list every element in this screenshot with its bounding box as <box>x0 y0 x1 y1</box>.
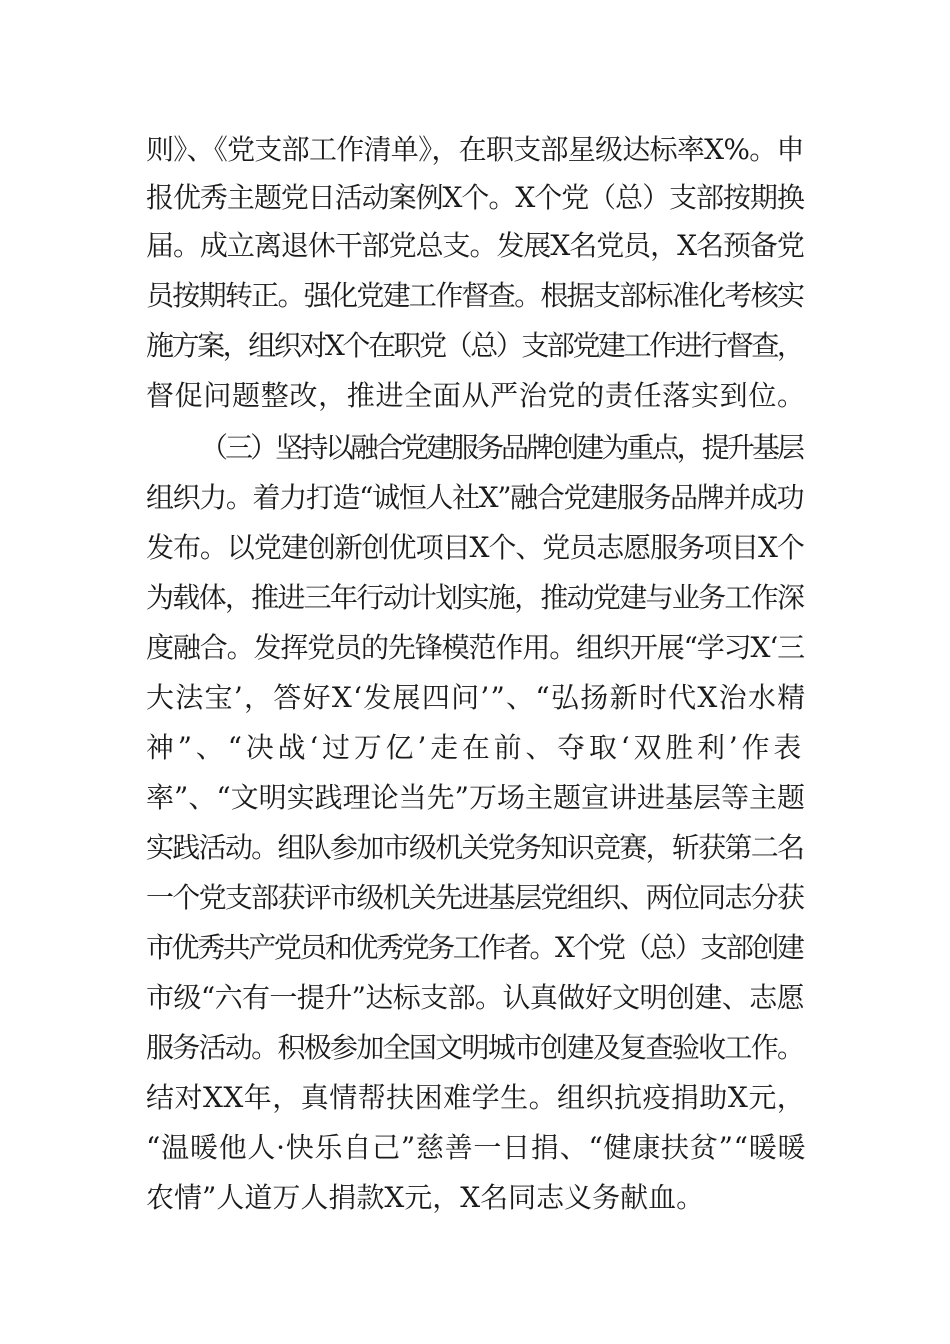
text-line: “温暖他人·快乐自己”慈善一日捐、“健康扶贫”“暖暖 <box>146 1131 807 1164</box>
text-line: 报优秀主题党日活动案例X个。X个党（总）支部按期换 <box>146 181 804 214</box>
text-line: 发布。以党建创新创优项目X个、党员志愿服务项目X个 <box>146 531 804 564</box>
text-line: 一个党支部获评市级机关先进基层党组织、两位同志分获 <box>146 881 804 914</box>
text-line: 服务活动。积极参加全国文明城市创建及复查验收工作。 <box>146 1031 804 1064</box>
text-line: 则》、《党支部工作清单》，在职支部星级达标率X%。申 <box>146 133 804 166</box>
text-line: 组织力。着力打造“诚恒人社X”融合党建服务品牌并成功 <box>146 481 804 514</box>
text-line: 施方案，组织对X个在职党（总）支部党建工作进行督查， <box>146 329 803 362</box>
section-heading-line: （三）坚持以融合党建服务品牌创建为重点，提升基层 <box>200 431 803 464</box>
text-line: 市级“六有一提升”达标支部。认真做好文明创建、志愿 <box>146 981 805 1014</box>
text-line: 度融合。发挥党员的先锋模范作用。组织开展“学习X‘三 <box>146 631 805 664</box>
text-line: 为载体，推进三年行动计划实施，推动党建与业务工作深 <box>146 581 804 614</box>
text-line: 神”、“决战‘过万亿’走在前、夺取‘双胜利’作表 <box>146 731 806 764</box>
text-line: 员按期转正。强化党建工作督查。根据支部标准化考核实 <box>146 279 804 312</box>
text-line: 结对XX年，真情帮扶困难学生。组织抗疫捐助X元， <box>146 1081 806 1114</box>
text-line: 市优秀共产党员和优秀党务工作者。X个党（总）支部创建 <box>146 931 803 964</box>
text-line: 农情”人道万人捐款X元，X名同志义务献血。 <box>146 1181 705 1214</box>
text-line: 实践活动。组队参加市级机关党务知识竞赛，斩获第二名 <box>146 831 804 864</box>
text-line: 大法宝’，答好X‘发展四问’”、“弘扬新时代X治水精 <box>146 681 807 714</box>
text-line: 率”、“文明实践理论当先”万场主题宣讲进基层等主题 <box>146 781 805 814</box>
text-line: 届。成立离退休干部党总支。发展X名党员，X名预备党 <box>146 229 804 262</box>
text-line: 督促问题整改，推进全面从严治党的责任落实到位。 <box>146 379 806 412</box>
